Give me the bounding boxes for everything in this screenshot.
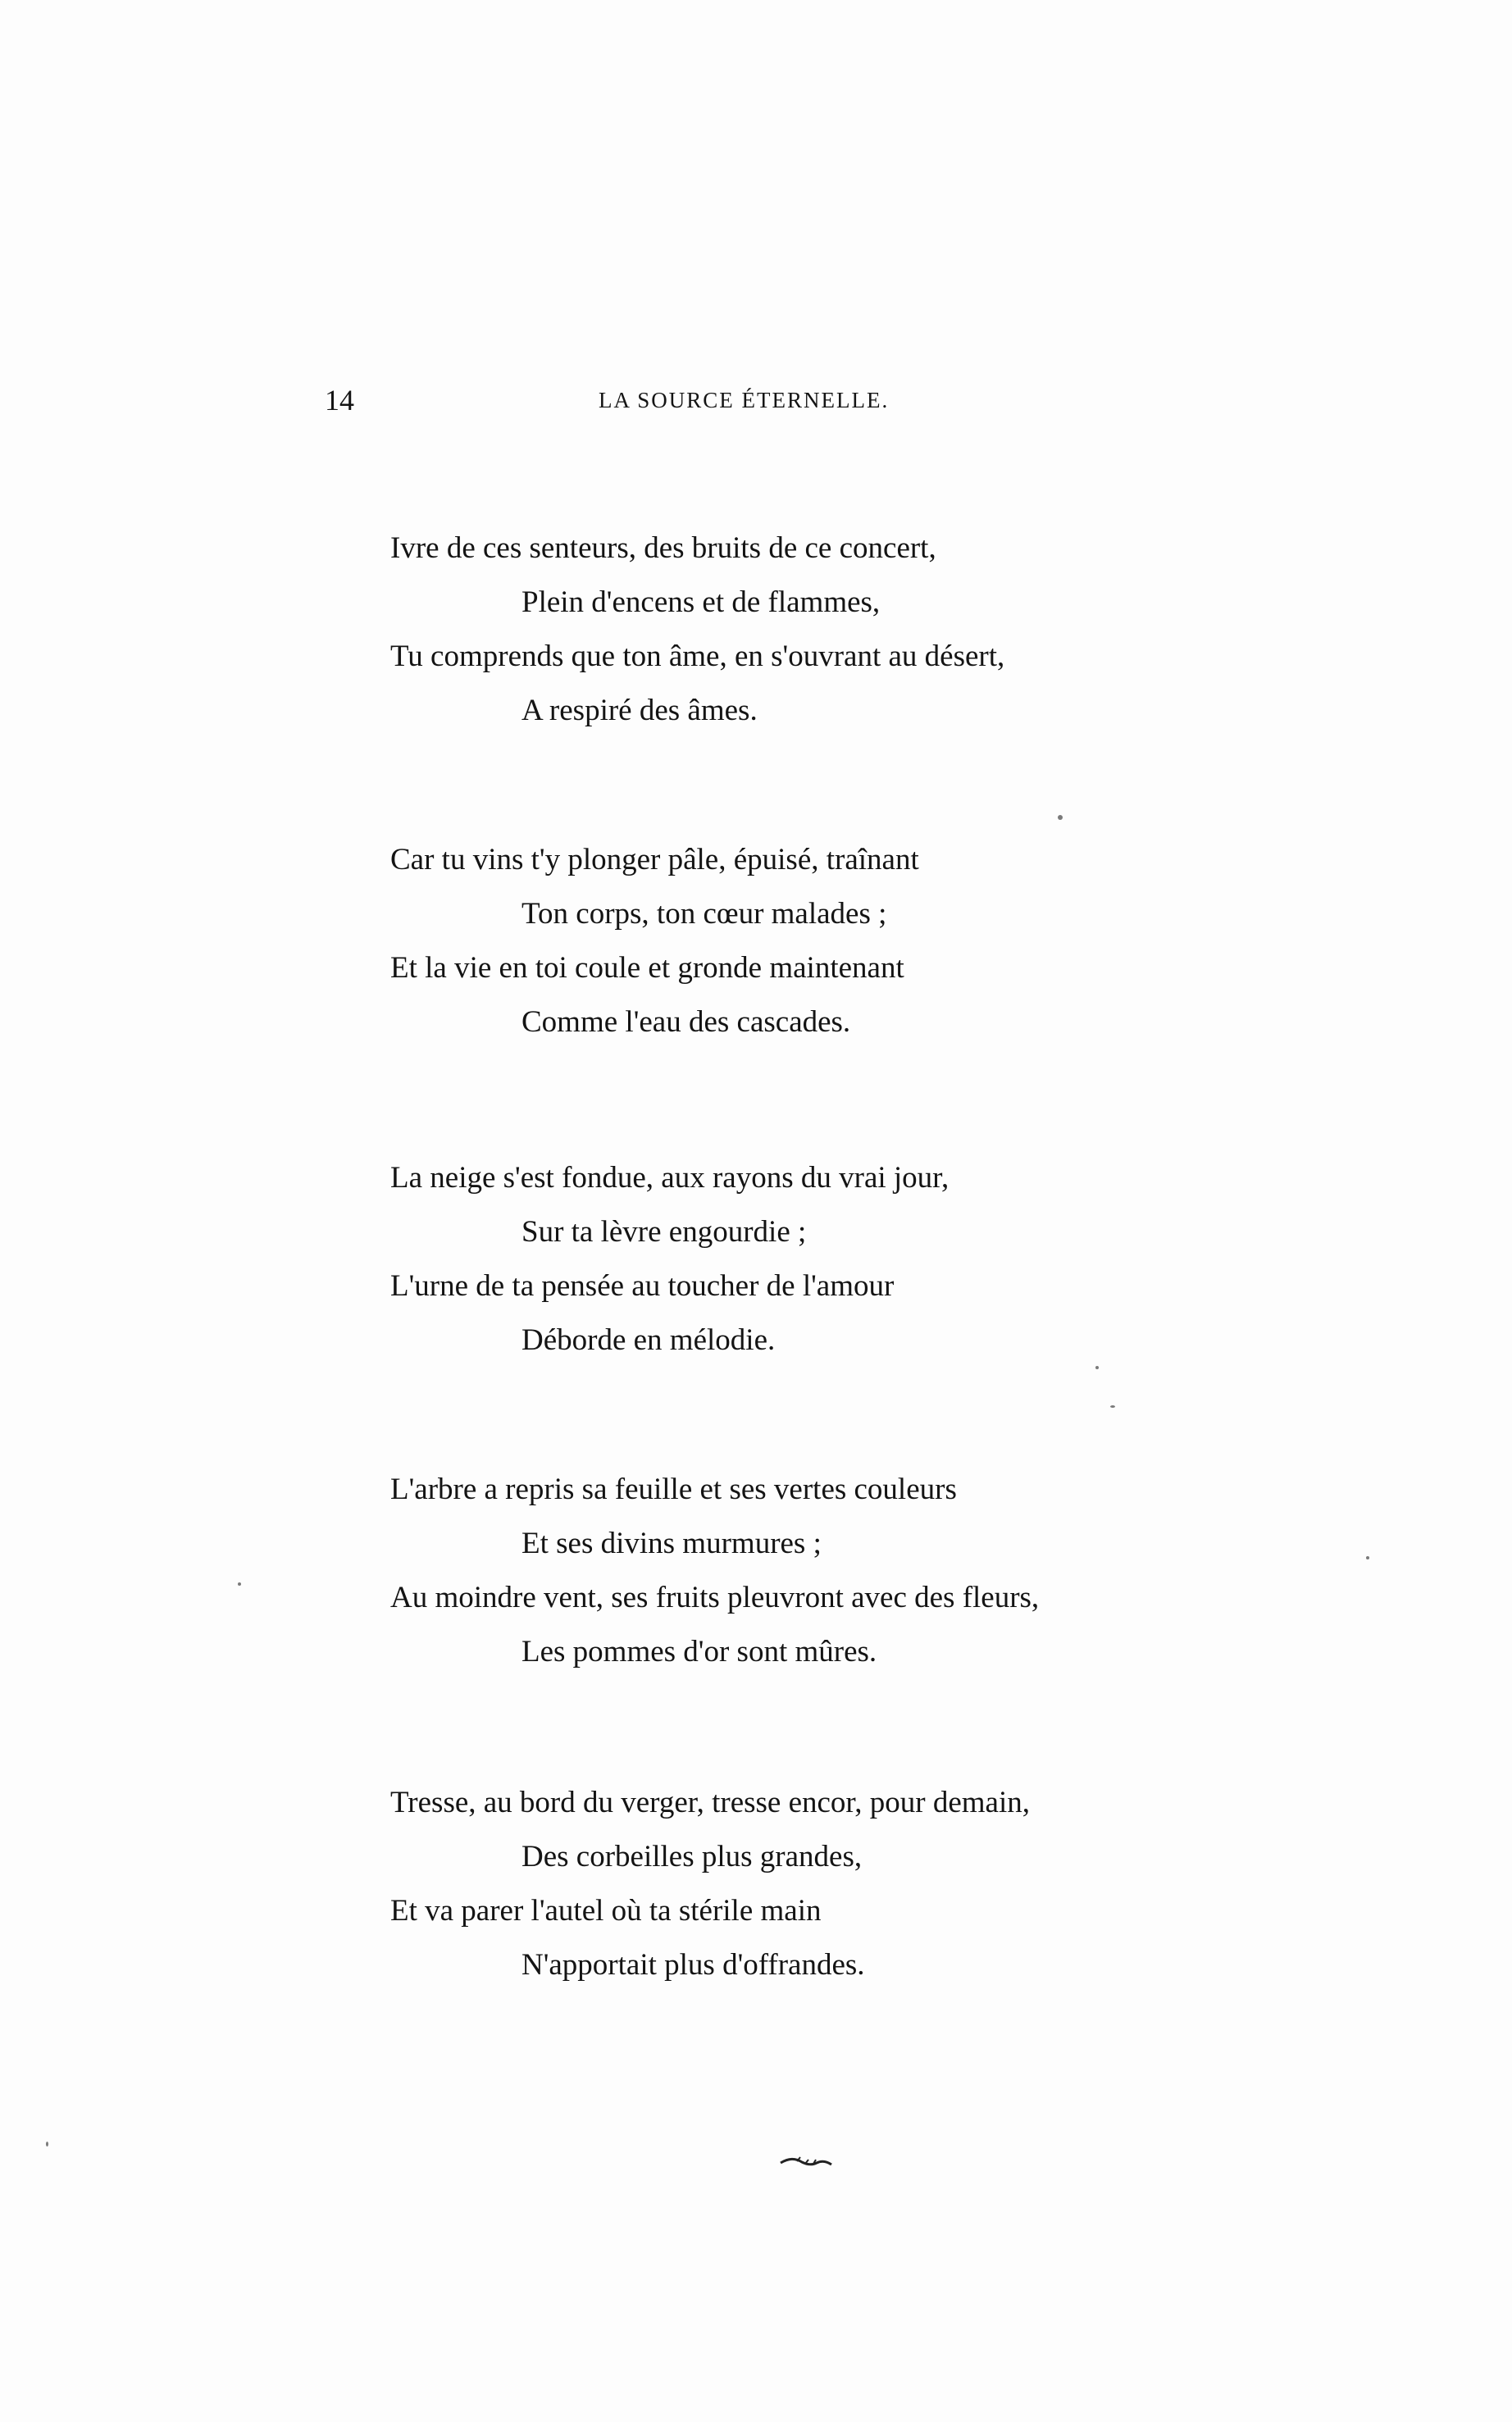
verse-line: Et va parer l'autel où ta stérile main (390, 1894, 822, 1928)
verse-line: Ivre de ces senteurs, des bruits de ce concert, (390, 531, 936, 565)
running-title: LA SOURCE ÉTERNELLE. (599, 388, 890, 412)
verse-line: Ton corps, ton cœur malades ; (521, 897, 887, 931)
verse-line: La neige s'est fondue, aux rayons du vrai jour, (390, 1161, 950, 1195)
verse-line: Tresse, au bord du verger, tresse encor, pour demain, (390, 1786, 1030, 1819)
verse-line: Et ses divins murmures ; (521, 1527, 822, 1560)
running-head (0, 376, 1512, 425)
verse-line: Car tu vins t'y plonger pâle, épuisé, traînant (390, 843, 919, 876)
verse-line: Sur ta lèvre engourdie ; (521, 1215, 807, 1249)
verse-line: N'apportait plus d'offrandes. (521, 1948, 865, 1982)
verse-line: Au moindre vent, ses fruits pleuvront avec des fleurs, (390, 1581, 1040, 1614)
paper-speck (238, 1582, 241, 1586)
verse-line: Tu comprends que ton âme, en s'ouvrant au désert, (390, 640, 1005, 673)
paper-speck (46, 2142, 48, 2147)
verse-line: Déborde en mélodie. (521, 1323, 776, 1357)
paper-speck (1095, 1366, 1099, 1369)
page-number: 14 (325, 384, 354, 417)
verse-line: Des corbeilles plus grandes, (521, 1840, 863, 1873)
paper-speck (1366, 1556, 1369, 1559)
paper-speck (1058, 815, 1063, 820)
verse-line: Plein d'encens et de flammes, (521, 585, 881, 619)
verse-line: L'arbre a repris sa feuille et ses vertes couleurs (390, 1473, 957, 1506)
verse-line: Comme l'eau des cascades. (521, 1005, 851, 1039)
verse-line: Les pommes d'or sont mûres. (521, 1635, 877, 1669)
tailpiece-ornament-icon (777, 2153, 835, 2173)
verse-line: Et la vie en toi coule et gronde maintenant (390, 951, 904, 985)
paper-speck (1110, 1405, 1115, 1408)
verse-line: A respiré des âmes. (521, 694, 758, 727)
verse-line: L'urne de ta pensée au toucher de l'amour (390, 1269, 895, 1303)
